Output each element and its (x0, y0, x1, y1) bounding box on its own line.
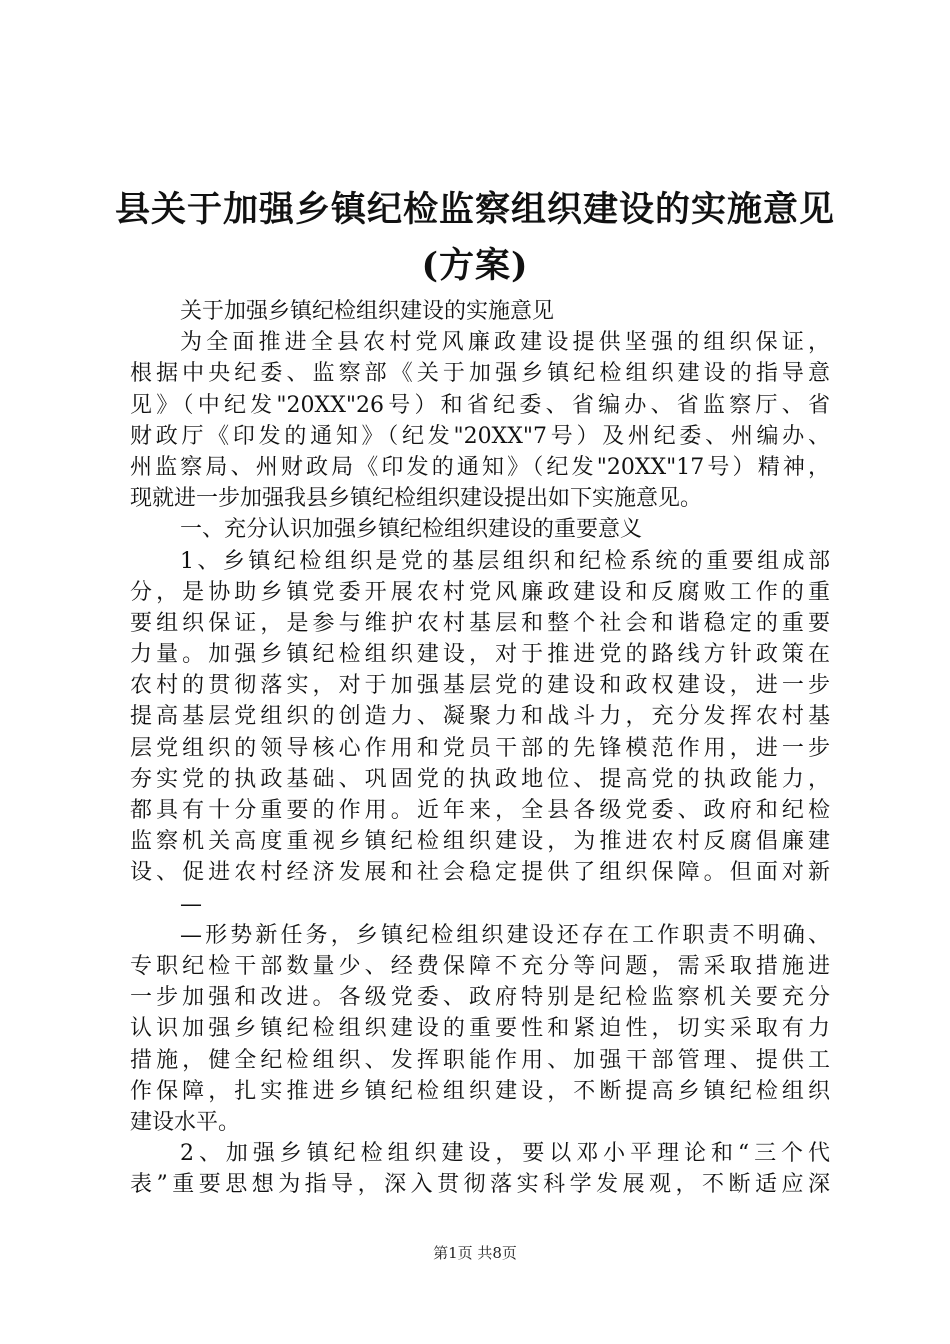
body-line: 力量。加强乡镇纪检组织建设，对于推进党的路线方针政策在 (130, 642, 830, 668)
body-line: 建设水平。 (130, 1109, 241, 1135)
body-line: 见》（中纪发"20XX"26号）和省纪委、省编办、省监察厅、省 (130, 392, 830, 418)
body-line: 为全面推进全县农村党风廉政建设提供坚强的组织保证， (180, 330, 830, 356)
document-title-line-2: (方案) (421, 245, 529, 286)
body-line: 农村的贯彻落实，对于加强基层党的建设和政权建设，进一步 (130, 673, 830, 699)
body-line: 分，是协助乡镇党委开展农村党风廉政建设和反腐败工作的重 (130, 579, 830, 605)
body-line: 财政厅《印发的通知》（纪发"20XX"7号）及州纪委、州编办、 (130, 423, 830, 449)
body-line: 2、加强乡镇纪检组织建设，要以邓小平理论和“三个代 (180, 1141, 830, 1167)
body-line: 监察机关高度重视乡镇纪检组织建设，为推进农村反腐倡廉建 (130, 829, 830, 855)
body-line: 夯实党的执政基础、巩固党的执政地位、提高党的执政能力， (130, 766, 830, 792)
body-line: 根据中央纪委、监察部《关于加强乡镇纪检组织建设的指导意 (130, 361, 830, 387)
body-line: 州监察局、州财政局《印发的通知》（纪发"20XX"17号）精神， (130, 454, 830, 480)
body-line: 关于加强乡镇纪检组织建设的实施意见 (180, 299, 555, 324)
body-line: 都具有十分重要的作用。近年来，全县各级党委、政府和纪检 (130, 798, 830, 823)
body-line: 措施，健全纪检组织、发挥职能作用、加强干部管理、提供工 (130, 1047, 830, 1073)
body-line: 现就进一步加强我县乡镇纪检组织建设提出如下实施意见。 (130, 486, 703, 512)
body-line: 层党组织的领导核心作用和党员干部的先锋模范作用，进一步 (130, 735, 830, 761)
body-line: 提高基层党组织的创造力、凝聚力和战斗力，充分发挥农村基 (130, 704, 830, 730)
body-line: 作保障，扎实推进乡镇纪检组织建设，不断提高乡镇纪检组织 (130, 1078, 830, 1104)
body-line: —形势新任务，乡镇纪检组织建设还存在工作职责不明确、 (180, 922, 830, 948)
body-line: 表”重要思想为指导，深入贯彻落实科学发展观，不断适应深 (130, 1172, 830, 1198)
body-line: 设、促进农村经济发展和社会稳定提供了组织保障。但面对新 (130, 860, 830, 886)
body-line: 1、乡镇纪检组织是党的基层组织和纪检系统的重要组成部 (180, 548, 830, 574)
body-line: 专职纪检干部数量少、经费保障不充分等问题，需采取措施进 (130, 953, 830, 979)
body-line: 认识加强乡镇纪检组织建设的重要性和紧迫性，切实采取有力 (130, 1016, 830, 1042)
body-line: — (180, 891, 202, 917)
page-footer: 第1页 共8页 (433, 1244, 517, 1262)
body-line: 一、充分认识加强乡镇纪检组织建设的重要意义 (180, 517, 643, 543)
body-line: 要组织保证，是参与维护农村基层和整个社会和谐稳定的重要 (130, 610, 830, 636)
document-title-line-1: 县关于加强乡镇纪检监察组织建设的实施意见 (114, 189, 835, 230)
body-line: 一步加强和改进。各级党委、政府特别是纪检监察机关要充分 (130, 985, 830, 1011)
document-body (130, 296, 830, 1200)
